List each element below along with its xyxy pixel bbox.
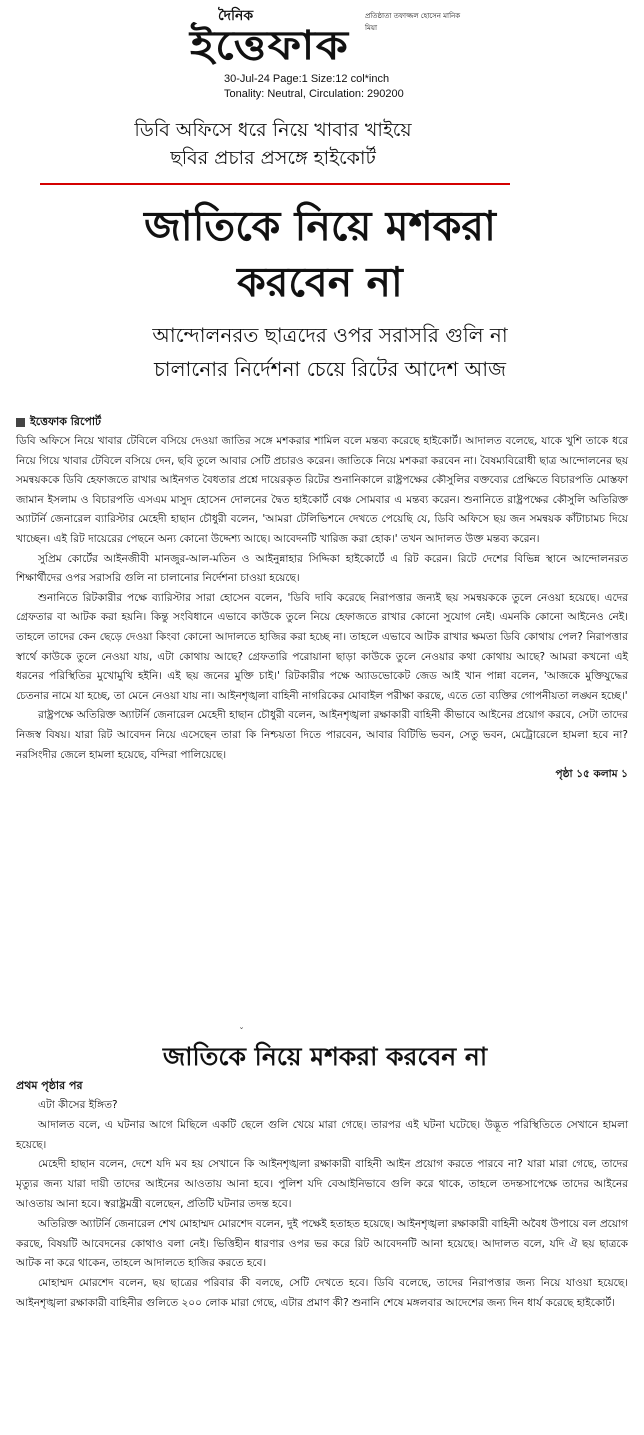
subheadline-line-1: আন্দোলনরত ছাত্রদের ওপর সরাসরি গুলি না xyxy=(152,323,508,347)
article-paragraph: এটা কীসের ইঙ্গিত? xyxy=(38,1099,118,1111)
subheadline xyxy=(30,318,630,386)
from-page-label: প্রথম পৃষ্ঠার পর xyxy=(16,1079,83,1092)
kicker xyxy=(38,116,508,172)
kicker-divider xyxy=(40,183,510,185)
article-paragraph: সুপ্রিম কোর্টের আইনজীবী মানজুর-আল-মতিন ও আইনুন্নাহার সিদ্দিকা হাইকোর্টে এ রিট করেন। রিটে দেশের বিভিন্ন স্থানে আন্দোলনরত শিক্ষার্থীদের ওপর সরাসরি গুলি না চালানোর নির্দেশনা চাওয়া হয়েছে। xyxy=(16,552,628,585)
continued-line xyxy=(16,765,628,785)
article-paragraph: অতিরিক্ত অ্যাটর্নি জেনারেল শেখ মোহাম্মদ মোরশেদ বলেন, দুই পক্ষেই হতাহত হয়েছে। আইনশৃঙ্খলা রক্ষাকারী বাহিনী অবৈধ উপায়ে বল প্রয়োগ করছে, বিষয়টি আবেদনের কোথাও বলা নেই। ভিত্তিহীন ধারণার ওপর ভর করে রিট আবেদনটি আনা হয়েছে। আদালত বলে, যদি ঐ ছয় ছাত্রকে আটক না করে থাকেন, তাহলে আদালতে হাজির করতে হবে। xyxy=(16,1217,628,1270)
clip-meta-line-1: 30-Jul-24 Page:1 Size:12 col*inch xyxy=(224,73,390,85)
headline-line-1: জাতিকে নিয়ে মশকরা xyxy=(144,202,496,250)
clip-metadata xyxy=(224,72,404,102)
subheadline-line-2: চালানোর নির্দেশনা চেয়ে রিটের আদেশ আজ xyxy=(154,357,506,381)
masthead-logo xyxy=(180,4,470,70)
article-paragraph: আদালত বলে, এ ঘটনার আগে মিছিলে একটি ছেলে গুলি খেয়ে মারা গেছে। তারপর এই ঘটনা ঘটেছে। উদ্ভূত পরিস্থিতিতে সেখানে হামলা হয়েছে। xyxy=(16,1118,628,1151)
byline-text: ইত্তেফাক রিপোর্ট xyxy=(30,415,102,428)
continuation-headline: জাতিকে নিয়ে মশকরা করবেন না xyxy=(162,1042,488,1071)
byline xyxy=(16,413,101,432)
article-paragraph: রাষ্ট্রপক্ষে অতিরিক্ত অ্যাটর্নি জেনারেল মেহেদী হাছান চৌধুরী বলেন, আইনশৃঙ্খলা রক্ষাকারী বাহিনী কীভাবে আইনের প্রয়োগ করবে, সেটা তাদের নিজস্ব বিষয়। যারা রিট আবেদন নিয়ে এসেছেন তারা কি নিশ্চয়তা দিতে পারবেন, আবার বিটিভি ভবন, সেতু ভবন, মেট্রোরেলে হামলা হবে না? নরসিংদীর জেলে হামলা হয়েছে, বন্দিরা পালিয়েছে। xyxy=(16,709,628,761)
square-bullet-icon xyxy=(16,418,25,427)
masthead-founder-line: প্রতিষ্ঠাতা তফাজ্জল হোসেন মানিক মিয়া xyxy=(365,12,461,32)
article-paragraph: ডিবি অফিসে নিয়ে খাবার টেবিলে বসিয়ে দেওয়া জাতির সঙ্গে মশকরার শামিল বলে মন্তব্য করেছে হাইকোর্ট। আদালত বলেছে, যাকে খুশি তাকে ধরে নিয়ে গিয়ে খাবার টেবিলে বসিয়ে দেন, ছবি তুলে আবার সেটি প্রচারও করেন। জাতিকে নিয়ে মশকরা করবেন না। বৈষম্যবিরোধী ছাত্র আন্দোলনের ছয় সমন্বয়ককে ডিবি হেফাজতে রাখার আইনগত বৈধতার প্রশ্নে দায়েরকৃত রিটের শুনানিকালে রাষ্ট্রপক্ষের কৌসুলির বক্তব্যের প্রেক্ষিতে বিচারপতি মোস্তফা জামান ইসলাম ও বিচারপতি এসএম মাসুদ হোসেন দোলনের দ্বৈত হাইকোর্ট বেঞ্চ সোমবার এ মন্তব্য করেন। শুনানিতে রাষ্ট্রপক্ষের কৌসুলি অতিরিক্ত অ্যাটর্নি জেনারেল ব্যারিস্টার মেহেদী হাছান চৌধুরী বলেন, 'আমরা টেলিভিশনে দেখতে পেয়েছি যে, ডিবি অফিসে ছয় জন সমন্বয়ক কাঁটাচামচ দিয়ে খাচ্ছেন। এই রিট দায়েরের পেছনে অন্য কোনো উদ্দেশ্য আছে। আবেদনটি খারিজ করা হোক।' তখন আদালত উক্ত মন্তব্য করেন। xyxy=(16,435,628,545)
kicker-line-2: ছবির প্রচার প্রসঙ্গে হাইকোর্ট xyxy=(170,147,376,169)
article-paragraph: মোহাম্মদ মোরশেদ বলেন, ছয় ছাত্রের পরিবার কী বলছে, সেটি দেখতে হবে। ডিবি বলেছে, তাদের নিরাপত্তার জন্য নিয়ে যাওয়া হয়েছে। আইনশৃঙ্খলা রক্ষাকারী বাহিনীর গুলিতে ২০০ লোক মারা গেছে, এটার প্রমাণ কী? শুনানি শেষে মঙ্গলবার আদেশের জন্য দিন ধার্য করেছে হাইকোর্ট। xyxy=(16,1277,628,1309)
separator-mark: ˇ xyxy=(239,1027,244,1038)
article-body-continuation xyxy=(16,1096,628,1314)
headline-line-2: করবেন না xyxy=(237,258,403,306)
kicker-line-1: ডিবি অফিসে ধরে নিয়ে খাবার খাইয়ে xyxy=(134,119,412,141)
main-headline xyxy=(40,198,600,310)
masthead-title: ইত্তেফাক xyxy=(190,23,350,69)
continued-notice: পৃষ্ঠা ১৫ কলাম ১ xyxy=(555,768,628,781)
masthead-small-word: দৈনিক xyxy=(218,8,254,24)
article-body-front xyxy=(16,432,628,785)
article-paragraph: শুনানিতে রিটকারীর পক্ষে ব্যারিস্টার সারা হোসেন বলেন, 'ডিবি দাবি করেছে নিরাপত্তার জন্যই ছয় সমন্বয়ককে তুলে নেওয়া হয়েছে। এদের গ্রেফতার বা আটক করা হয়নি। কিন্তু সংবিধানে এভাবে কাউকে তুলে নিয়ে হেফাজতে রাখার কোনো সুযোগ নেই। এমনকি কোনো আইনেও নেই। তাহলে তাদের কেন ছেড়ে দেওয়া কিংবা কোনো আদালতে হাজির করা হচ্ছে না। তাহলে এভাবে আটক রাখার ক্ষমতা ডিবি কোথায় পেল? নিরাপত্তার স্বার্থে কাউকে তুলে নেওয়া যায়, এটা কোথায় আছে? গ্রেফতারি পরোয়ানা ছাড়া কাউকে তুলে নেওয়ার কথা কোথায় আছে? আমরা কখনো এই ধরনের পরিস্থিতির মুখোমুখি হইনি। এই ছয় জনের মুক্তি চাই।' রিটকারীর পক্ষে অ্যাডভোকেট জেড আই খান পান্না বলেন, 'আজকে মুক্তিযুদ্ধের চেতনার নামে যা হচ্ছে, তা মেনে নেওয়া যায় না। আইনশৃঙ্খলা বাহিনী নাগরিকের মোবাইল পরীক্ষা করছে, এতে তো ব্যক্তির গোপনীয়তা লঙ্ঘন হচ্ছে।' xyxy=(16,591,628,702)
article-paragraph: মেহেদী হাছান বলেন, দেশে যদি মব হয় সেখানে কি আইনশৃঙ্খলা রক্ষাকারী বাহিনী আইন প্রয়োগ করতে পারবে না? যারা মারা গেছে, তাদের মৃত্যুর জন্য যারা দায়ী তাদের আইনের আওতায় আনা হবে। পুলিশ যদি বেআইনিভাবে গুলি করে থাকে, তাহলে তদন্তসাপেক্ষে তাদের আইনের আওতায় আনা হবে। স্বরাষ্ট্রমন্ত্রী বলেছেন, প্রতিটি ঘটনার তদন্ত হবে। xyxy=(16,1158,628,1210)
clip-meta-line-2: Tonality: Neutral, Circulation: 290200 xyxy=(224,88,404,100)
